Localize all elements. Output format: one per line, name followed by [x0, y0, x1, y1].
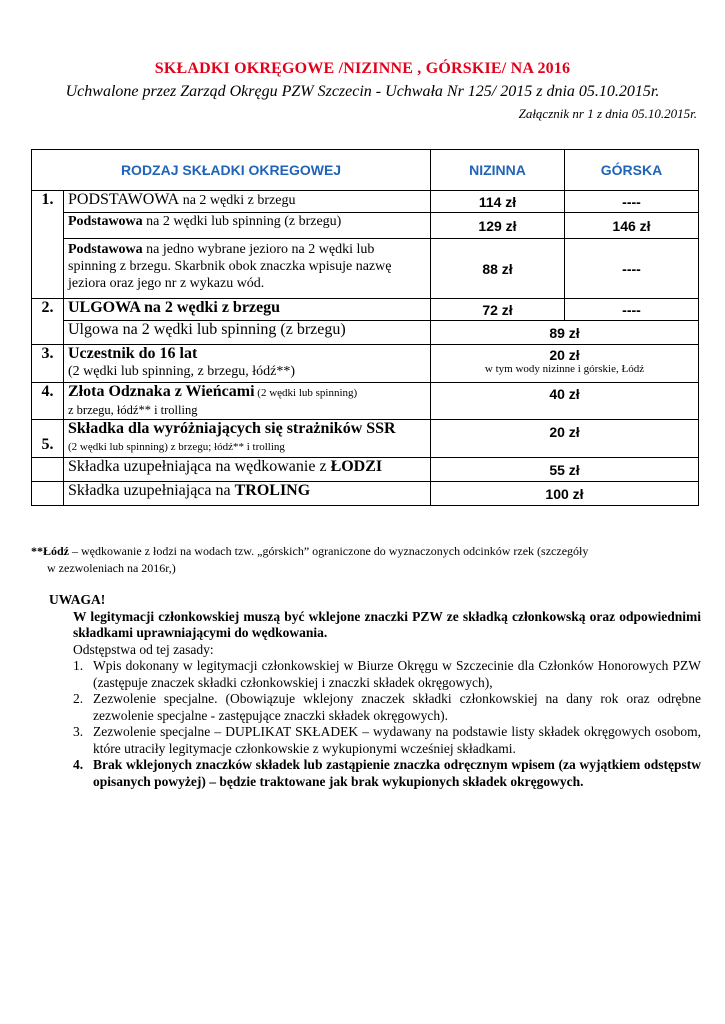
- row-number: [32, 482, 64, 506]
- price-gorska: ----: [565, 239, 699, 299]
- fee-description: Podstawowa na 2 wędki lub spinning (z brzegu): [64, 213, 431, 239]
- table-row: [32, 299, 699, 321]
- notice-heading: UWAGA!: [49, 592, 106, 607]
- price-gorska: ----: [565, 191, 699, 213]
- fee-description: Składka uzupełniająca na TROLING: [64, 482, 431, 506]
- price-nizinna: 88 zł: [431, 239, 565, 299]
- row-number: 1.: [32, 191, 64, 299]
- fee-description: Ulgowa na 2 wędki lub spinning (z brzegu): [64, 321, 431, 345]
- table-row: [32, 458, 699, 482]
- notice-exceptions-label: Odstępstwa od tej zasady:: [73, 641, 214, 657]
- fee-description: ULGOWA na 2 wędki z brzegu: [64, 299, 431, 321]
- footnote-text-continued: w zezwoleniach na 2016r,): [47, 561, 176, 575]
- exceptions-list: [49, 658, 701, 790]
- row-number: 5.: [32, 420, 64, 458]
- footnote-marker: **Łódź: [31, 544, 70, 558]
- table-row: [32, 213, 699, 239]
- price-common: 20 zł: [431, 420, 699, 458]
- row-number: 4.: [32, 383, 64, 420]
- header-nizinna: NIZINNA: [431, 150, 565, 191]
- footnote: [31, 543, 701, 577]
- fees-table: [31, 149, 699, 506]
- price-common: 40 zł: [431, 383, 699, 420]
- fee-description: Uczestnik do 16 lat (2 wędki lub spinning, z brzegu, łódź**): [64, 345, 431, 383]
- table-row: [32, 239, 699, 299]
- list-item: 2. Zezwolenie specjalne. (Obowiązuje wklejony znaczek składki członkowskiej na dany rok oraz odrębne zezwolenie specjalne - zastępujące znaczki składek okręgowych).: [73, 691, 701, 723]
- row-number: 3.: [32, 345, 64, 383]
- header-fee-type: RODZAJ SKŁADKI OKREGOWEJ: [32, 150, 431, 191]
- page-title: SKŁADKI OKRĘGOWE /NIZINNE , GÓRSKIE/ NA 2016: [154, 60, 571, 77]
- resolution-subtitle: Uchwalone przez Zarząd Okręgu PZW Szczecin - Uchwała Nr 125/ 2015 z dnia 05.10.2015r.: [65, 83, 660, 100]
- price-common: 89 zł: [431, 321, 699, 345]
- fee-description: Podstawowa na jedno wybrane jezioro na 2 wędki lub spinning z brzegu. Skarbnik obok znaczka wpisuje nazwę jeziora oraz jego nr z wykazu wód.: [64, 239, 431, 299]
- table-row: [32, 191, 699, 213]
- price-gorska: ----: [565, 299, 699, 321]
- fee-description: Składka dla wyróżniających się strażników SSR (2 wędki lub spinning) z brzegu; łódź** i trolling: [64, 420, 431, 458]
- header-gorska: GÓRSKA: [565, 150, 699, 191]
- table-row: [32, 482, 699, 506]
- table-row: [32, 321, 699, 345]
- fee-description: Składka uzupełniająca na wędkowanie z ŁODZI: [64, 458, 431, 482]
- list-item: 3. Zezwolenie specjalne – DUPLIKAT SKŁADEK – wydawany na podstawie listy składek okręgowych osobom, które utraciły legitymacje członkowskie z wykupionymi wcześniej składkami.: [73, 724, 701, 756]
- price-nizinna: 72 zł: [431, 299, 565, 321]
- price-common: 100 zł: [431, 482, 699, 506]
- row-number: 2.: [32, 299, 64, 345]
- footnote-text: – wędkowanie z łodzi na wodach tzw. „górskich” ograniczone do wyznaczonych odcinków rzek (szczegóły: [69, 544, 589, 558]
- notice-section: [49, 592, 701, 790]
- notice-lead: W legitymacji członkowskiej muszą być wklejone znaczki PZW ze składką członkowską oraz odpowiednimi składkami uprawniającymi do wędkowania.: [73, 608, 701, 640]
- price-common: 20 zł w tym wody nizinne i górskie, Łódź: [431, 345, 699, 383]
- table-row: [32, 383, 699, 420]
- price-gorska: 146 zł: [565, 213, 699, 239]
- annex-note: Załącznik nr 1 z dnia 05.10.2015r.: [518, 106, 697, 121]
- row-number: [32, 458, 64, 482]
- list-item: 4. Brak wklejonych znaczków składek lub zastąpienie znaczka odręcznym wpisem (za wyjątkiem odstępstw opisanych powyżej) – będzie traktowane jak brak wykupionych składek okręgowych.: [73, 757, 701, 789]
- list-item: 1. Wpis dokonany w legitymacji członkowskiej w Biurze Okręgu w Szczecinie dla Członków Honorowych PZW (zastępuje znaczek składki członkowskiej i znaczki składek okręgowych),: [73, 658, 701, 690]
- fee-description: Złota Odznaka z Wieńcami (2 wędki lub spinning) z brzegu, łódź** i trolling: [64, 383, 431, 420]
- price-nizinna: 114 zł: [431, 191, 565, 213]
- price-note: w tym wody nizinne i górskie, Łódź: [484, 363, 645, 375]
- table-row: [32, 345, 699, 383]
- price-common: 55 zł: [431, 458, 699, 482]
- fee-description: PODSTAWOWA na 2 wędki z brzegu: [64, 191, 431, 213]
- table-row: [32, 420, 699, 458]
- price-nizinna: 129 zł: [431, 213, 565, 239]
- table-header-row: [32, 150, 699, 191]
